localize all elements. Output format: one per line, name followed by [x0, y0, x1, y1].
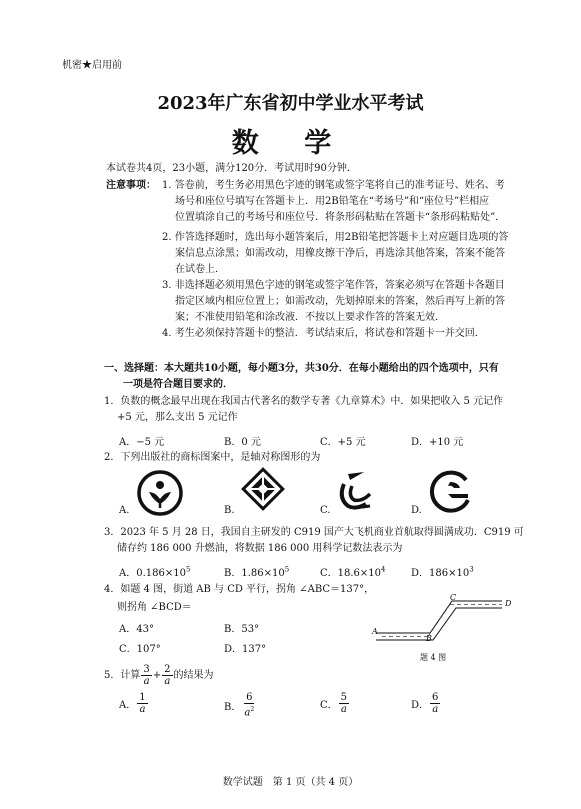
exam-info: 本试卷共4页，23小题，满分120分．考试用时90分钟．	[106, 163, 357, 174]
point-d-label: D	[505, 599, 512, 608]
q4-option-b: B．53°	[224, 624, 260, 635]
point-b-label: B	[426, 634, 432, 643]
notice-1: 1. 答卷前，考生务必用黑色字迹的钢笔或签字笔将自己的准考证号、姓名、考 场号和座位号填写在答题卡上．用2B铅笔在“考场号”和“座位号”栏相应 位置填涂自己的考场号和座位号．将条形码粘贴在答题卡“条形码粘贴处”．	[162, 180, 506, 223]
question-2: 2．下列出版社的商标图案中，是轴对称图形的为	[104, 452, 321, 463]
point-c-label: C	[450, 593, 457, 602]
q4-option-a: A．43°	[119, 624, 154, 635]
notice-3: 3. 非选择题必须用黑色字迹的钢笔或签字笔作答，答案必须写在答题卡各题目 指定区域内相应位置上；如需改动，先划掉原来的答案，然后再写上新的答 案；不准使用铅笔和涂改液．不按以上要求作答的答案无效．	[162, 280, 505, 323]
q2-label-b: B.	[224, 505, 235, 516]
question-5: 5．计算 $\frac{3}{a}$ + $\frac{2}{a}$ 的结果为	[104, 664, 214, 687]
q1-option-b: B．0 元	[224, 437, 261, 448]
question-3: 3．2023 年 5 月 28 日，我国自主研发的 C919 国产大飞机商业首航取得圆满成功．C919 可 储存约 186 000 升燃油，将数据 186 000 用科学记数法表示为	[104, 527, 524, 554]
question-1: 1．负数的概念最早出现在我国古代著名的数学专著《九章算术》中．如果把收入 5 元记作 +5 元，那么支出 5 元记作	[104, 396, 504, 423]
q3-option-b: B．$1.86\times 10^5$	[224, 565, 290, 579]
q5-option-c: C． $\frac{5}{a}$	[320, 692, 348, 715]
q1-option-a: A．−5 元	[119, 437, 165, 448]
q2-label-c: C.	[320, 505, 331, 516]
notice-4: 4. 考生必须保持答题卡的整洁．考试结束后，将试卷和答题卡一并交回．	[162, 328, 485, 339]
section-heading: 一、选择题：本大题共10小题，每小题3分，共30分．在每小题给出的四个选项中，只有 一项是符合题目要求的．	[104, 363, 499, 390]
q3-option-a: A．$0.186\times 10^5$	[119, 565, 191, 579]
question-4: 4．如题 4 图，街道 AB 与 CD 平行，拐角 ∠ABC＝137°， 则拐角 ∠BCD＝	[104, 584, 375, 613]
q4-option-d: D．137°	[224, 644, 267, 655]
point-a-label: A	[372, 627, 378, 636]
page-footer: 数学试题 第 1 页（共 4 页）	[222, 777, 359, 788]
q4-figure	[370, 587, 520, 649]
publisher-logo-c-icon	[334, 468, 380, 514]
q2-label-a: A.	[119, 505, 130, 516]
publisher-logo-d-icon	[428, 468, 474, 514]
q3-option-c: C．$18.6\times 10^4$	[320, 565, 386, 579]
q4-option-c: C．107°	[119, 644, 161, 655]
publisher-logo-b-icon	[240, 466, 286, 512]
subject-title: 数 学	[231, 128, 350, 159]
q5-option-b: B． $\frac{6}{a^2}$	[224, 692, 255, 719]
notice-2: 2. 作答选择题时，选出每小题答案后，用2B铅笔把答题卡上对应题目选项的答 案信息点涂黑；如需改动，用橡皮擦干净后，再选涂其他答案，答案不能答 在试卷上．	[162, 232, 509, 275]
q3-option-d: D．$186\times 10^3$	[411, 565, 474, 579]
q2-label-d: D.	[411, 505, 422, 516]
publisher-logo-a-icon	[137, 470, 183, 516]
q1-option-c: C．+5 元	[320, 437, 366, 448]
q1-option-d: D．+10 元	[411, 437, 464, 448]
figure-caption: 题 4 图	[420, 653, 447, 662]
exam-title: 2023年广东省初中学业水平考试	[157, 93, 424, 114]
confidential-label: 机密★启用前	[62, 60, 122, 71]
q5-option-a: A． $\frac{1}{a}$	[119, 692, 146, 715]
notice-label: 注意事项：	[106, 180, 156, 191]
q5-option-d: D． $\frac{6}{a}$	[411, 692, 439, 715]
